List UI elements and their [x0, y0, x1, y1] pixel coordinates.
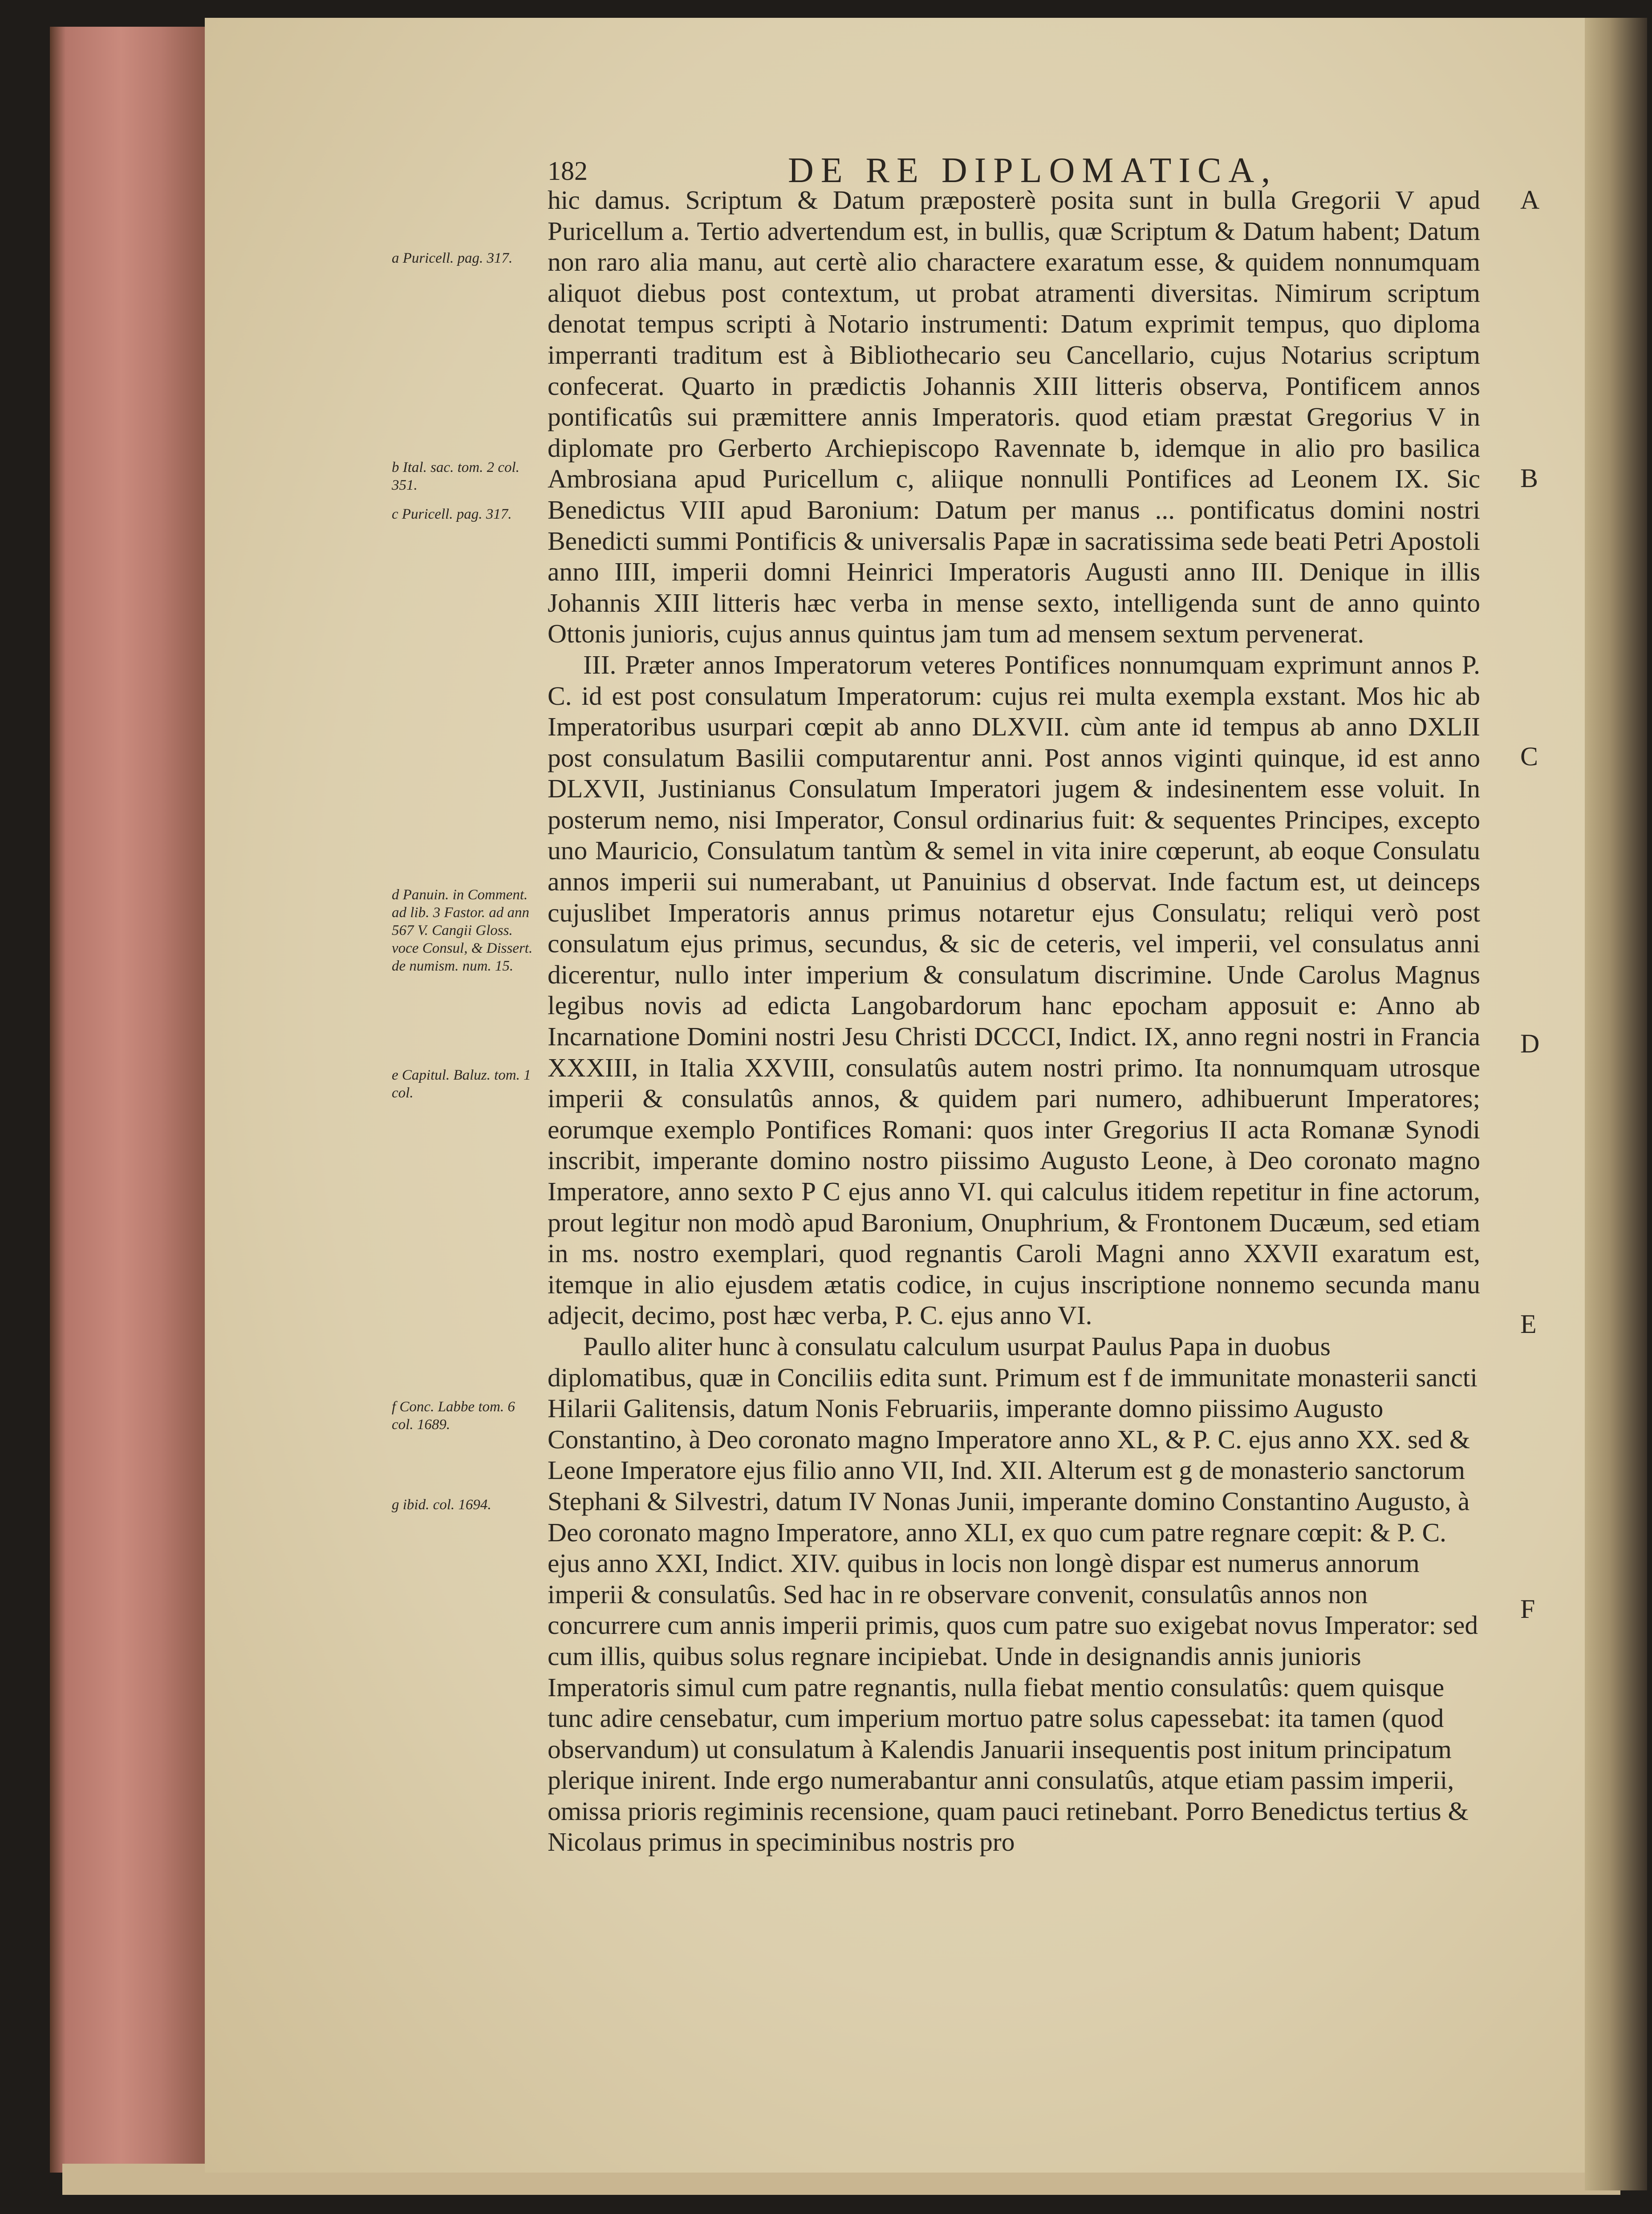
section-letter-b: B	[1520, 463, 1538, 493]
book-spine-shadow	[1585, 18, 1647, 2190]
paragraph-3: Paullo aliter hunc à consulatu calculum usurpat Paulus Papa in duobus diplomatibus, quæ in Conciliis edita sunt. Primum est f de immunitate monasterii sancti Hilarii Galitensis, datum Nonis Februariis, imperante domno piissimo Augusto Constantino, à Deo coronato magno Imperatore anno XL, & P. C. ejus anno XX. sed & Leone Imperatore ejus filio anno VII, Ind. XII. Alterum est g de monasterio sanctorum Stephani & Silvestri, datum IV Nonas Junii, imperante domino Constantino Augusto, à Deo coronato magno Imperatore, anno XLI, ex quo cum patre regnare cœpit: & P. C. ejus anno XXI, Indict. XIV. quibus in locis non longè dispar est numerus annorum imperii & consulatûs. Sed hac in re observare convenit, consulatûs annos non concurrere cum annis imperii primis, quos cum patre suo exigebat novus Imperator: sed cum illis, quibus solus regnare incipiebat. Unde in designandis annis junioris Imperatoris simul cum patre regnantis, nulla fiebat mentio consulatûs: quem quisque tunc adire censebatur, cum imperium mortuo patre solus capessebat: ita tamen (quod observandum) ut consulatum à Kalendis Januarii insequentis post initum principatum plerique inirent. Inde ergo numerabantur anni consulatûs, atque etiam passim imperii, omissa prioris regiminis recensione, quam pauci retinebant. Porro Benedictus tertius & Nicolaus primus in speciminibus nostris pro	[548, 1331, 1478, 1857]
margin-note-e: e Capitul. Baluz. tom. 1 col.	[392, 1067, 531, 1101]
paragraph-1: hic damus. Scriptum & Datum præposterè posita sunt in bulla Gregorii V apud Puricellum a. Tertio advertendum est, in bullis, quæ Scriptum & Datum habent; Datum non raro alia manu, aut certè alio charactere exaratum esse, & quidem nonnumquam aliquot diebus post contextum, ut probat atramenti diversitas. Nimirum scriptum denotat tempus scripti à Notario instrumenti: Datum exprimit tempus, quo diploma imperranti traditum est à Bibliothecario seu Cancellario, cujus Notarius scriptum confecerat. Quarto in prædictis Johannis XIII litteris observa, Pontificem annos pontificatûs sui præmittere annis Imperatoris. quod etiam præstat Gregorius V in diplomate pro Gerberto Archiepiscopo Ravennate b, idemque in alio pro basilica Ambrosiana apud Puricellum c, aliique nonnulli Pontifices ad Leonem IX. Sic Benedictus VIII apud Baronium: Datum per manus ... pontificatus domini nostri Benedicti summi Pontificis & universalis Papæ in sacratissima sede beati Petri Apostoli anno IIII, imperii domni Heinrici Imperatoris Augusti anno III. Denique in illis Johannis XIII litteris hæc verba in mense sexto, intelligenda sunt de anno quinto Ottonis junioris, cujus annus quintus jam tum ad mensem sextum pervenerat.	[548, 185, 1480, 649]
section-letter-f: F	[1520, 1594, 1535, 1624]
paragraph-2: III. Præter annos Imperatorum veteres Pontifices nonnumquam exprimunt annos P. C. id est post consulatum Imperatorum: cujus rei multa exempla exstant. Mos hic ab Imperatoribus usurpari cœpit ab anno DLXVII. cùm ante id tempus ab anno DXLII post consulatum Basilii computarentur anni. Post annos viginti quinque, id est anno DLXVII, Justinianus Consulatum Imperatori jugem & indesinentem esse voluit. In posterum nemo, nisi Imperator, Consul ordinarius fuit: & sequentes Principes, excepto uno Mauricio, Consulatum tantùm & semel in vita inire cœperunt, ab eoque Consulatu annos imperii sui numerabant, ut Panuinius d observat. Inde factum est, ut deinceps cujuslibet Imperatoris annus primus notaretur ejus Consulatu; reliqui verò post consulatum ejus primus, secundus, & sic de ceteris, vel imperii, vel consulatus anni dicerentur, nullo inter imperium & consulatum discrimine. Unde Carolus Magnus legibus novis ad edicta Langobardorum hanc epocham apposuit e: Anno ab Incarnatione Domini nostri Jesu Christi DCCCI, Indict. IX, anno regni nostri in Francia XXXIII, in Italia XXVIII, consulatûs autem nostri primo. Ita nonnumquam utrosque imperii & consulatûs annos, & quidem pari numero, adhibuerunt Imperatores; eorumque exemplo Pontifices Romani: quos inter Gregorius II acta Romanæ Synodi inscribit, imperante domino nostro piissimo Augusto Leone, à Deo coronato magno Imperatore, anno sexto P C ejus anno VI. qui calculus itidem repetitur in fine actorum, prout legitur non modò apud Baronium, Onuphrium, & Frontonem Ducæum, sed etiam in ms. nostro exemplari, quod regnantis Caroli Magni anno XXVII exaratum est, itemque in alio ejusdem ætatis codice, in cujus inscriptione nonnemo secunda manu adjecit, decimo, post hæc verba, P. C. ejus anno VI.	[548, 650, 1480, 1330]
page-number: 182	[548, 156, 588, 186]
margin-note-f: f Conc. Labbe tom. 6 col. 1689.	[392, 1399, 515, 1433]
section-letter-a: A	[1520, 185, 1540, 215]
margin-note-d: d Panuin. in Comment. ad lib. 3 Fastor. ad ann 567 V. Cangii Gloss. voce Consul, & Dissert. de numism. num. 15.	[392, 887, 533, 974]
running-title: DE RE DIPLOMATICA,	[788, 151, 1278, 190]
book-page-edges	[50, 27, 208, 2173]
margin-note-c: c Puricell. pag. 317.	[392, 506, 512, 522]
section-letter-e: E	[1520, 1309, 1537, 1339]
margin-note-g: g ibid. col. 1694.	[392, 1497, 491, 1513]
margin-note-b: b Ital. sac. tom. 2 col. 351.	[392, 459, 520, 493]
section-letter-d: D	[1520, 1029, 1540, 1058]
section-letter-c: C	[1520, 742, 1538, 771]
main-text	[548, 185, 1480, 1858]
margin-note-a: a Puricell. pag. 317.	[392, 250, 513, 266]
